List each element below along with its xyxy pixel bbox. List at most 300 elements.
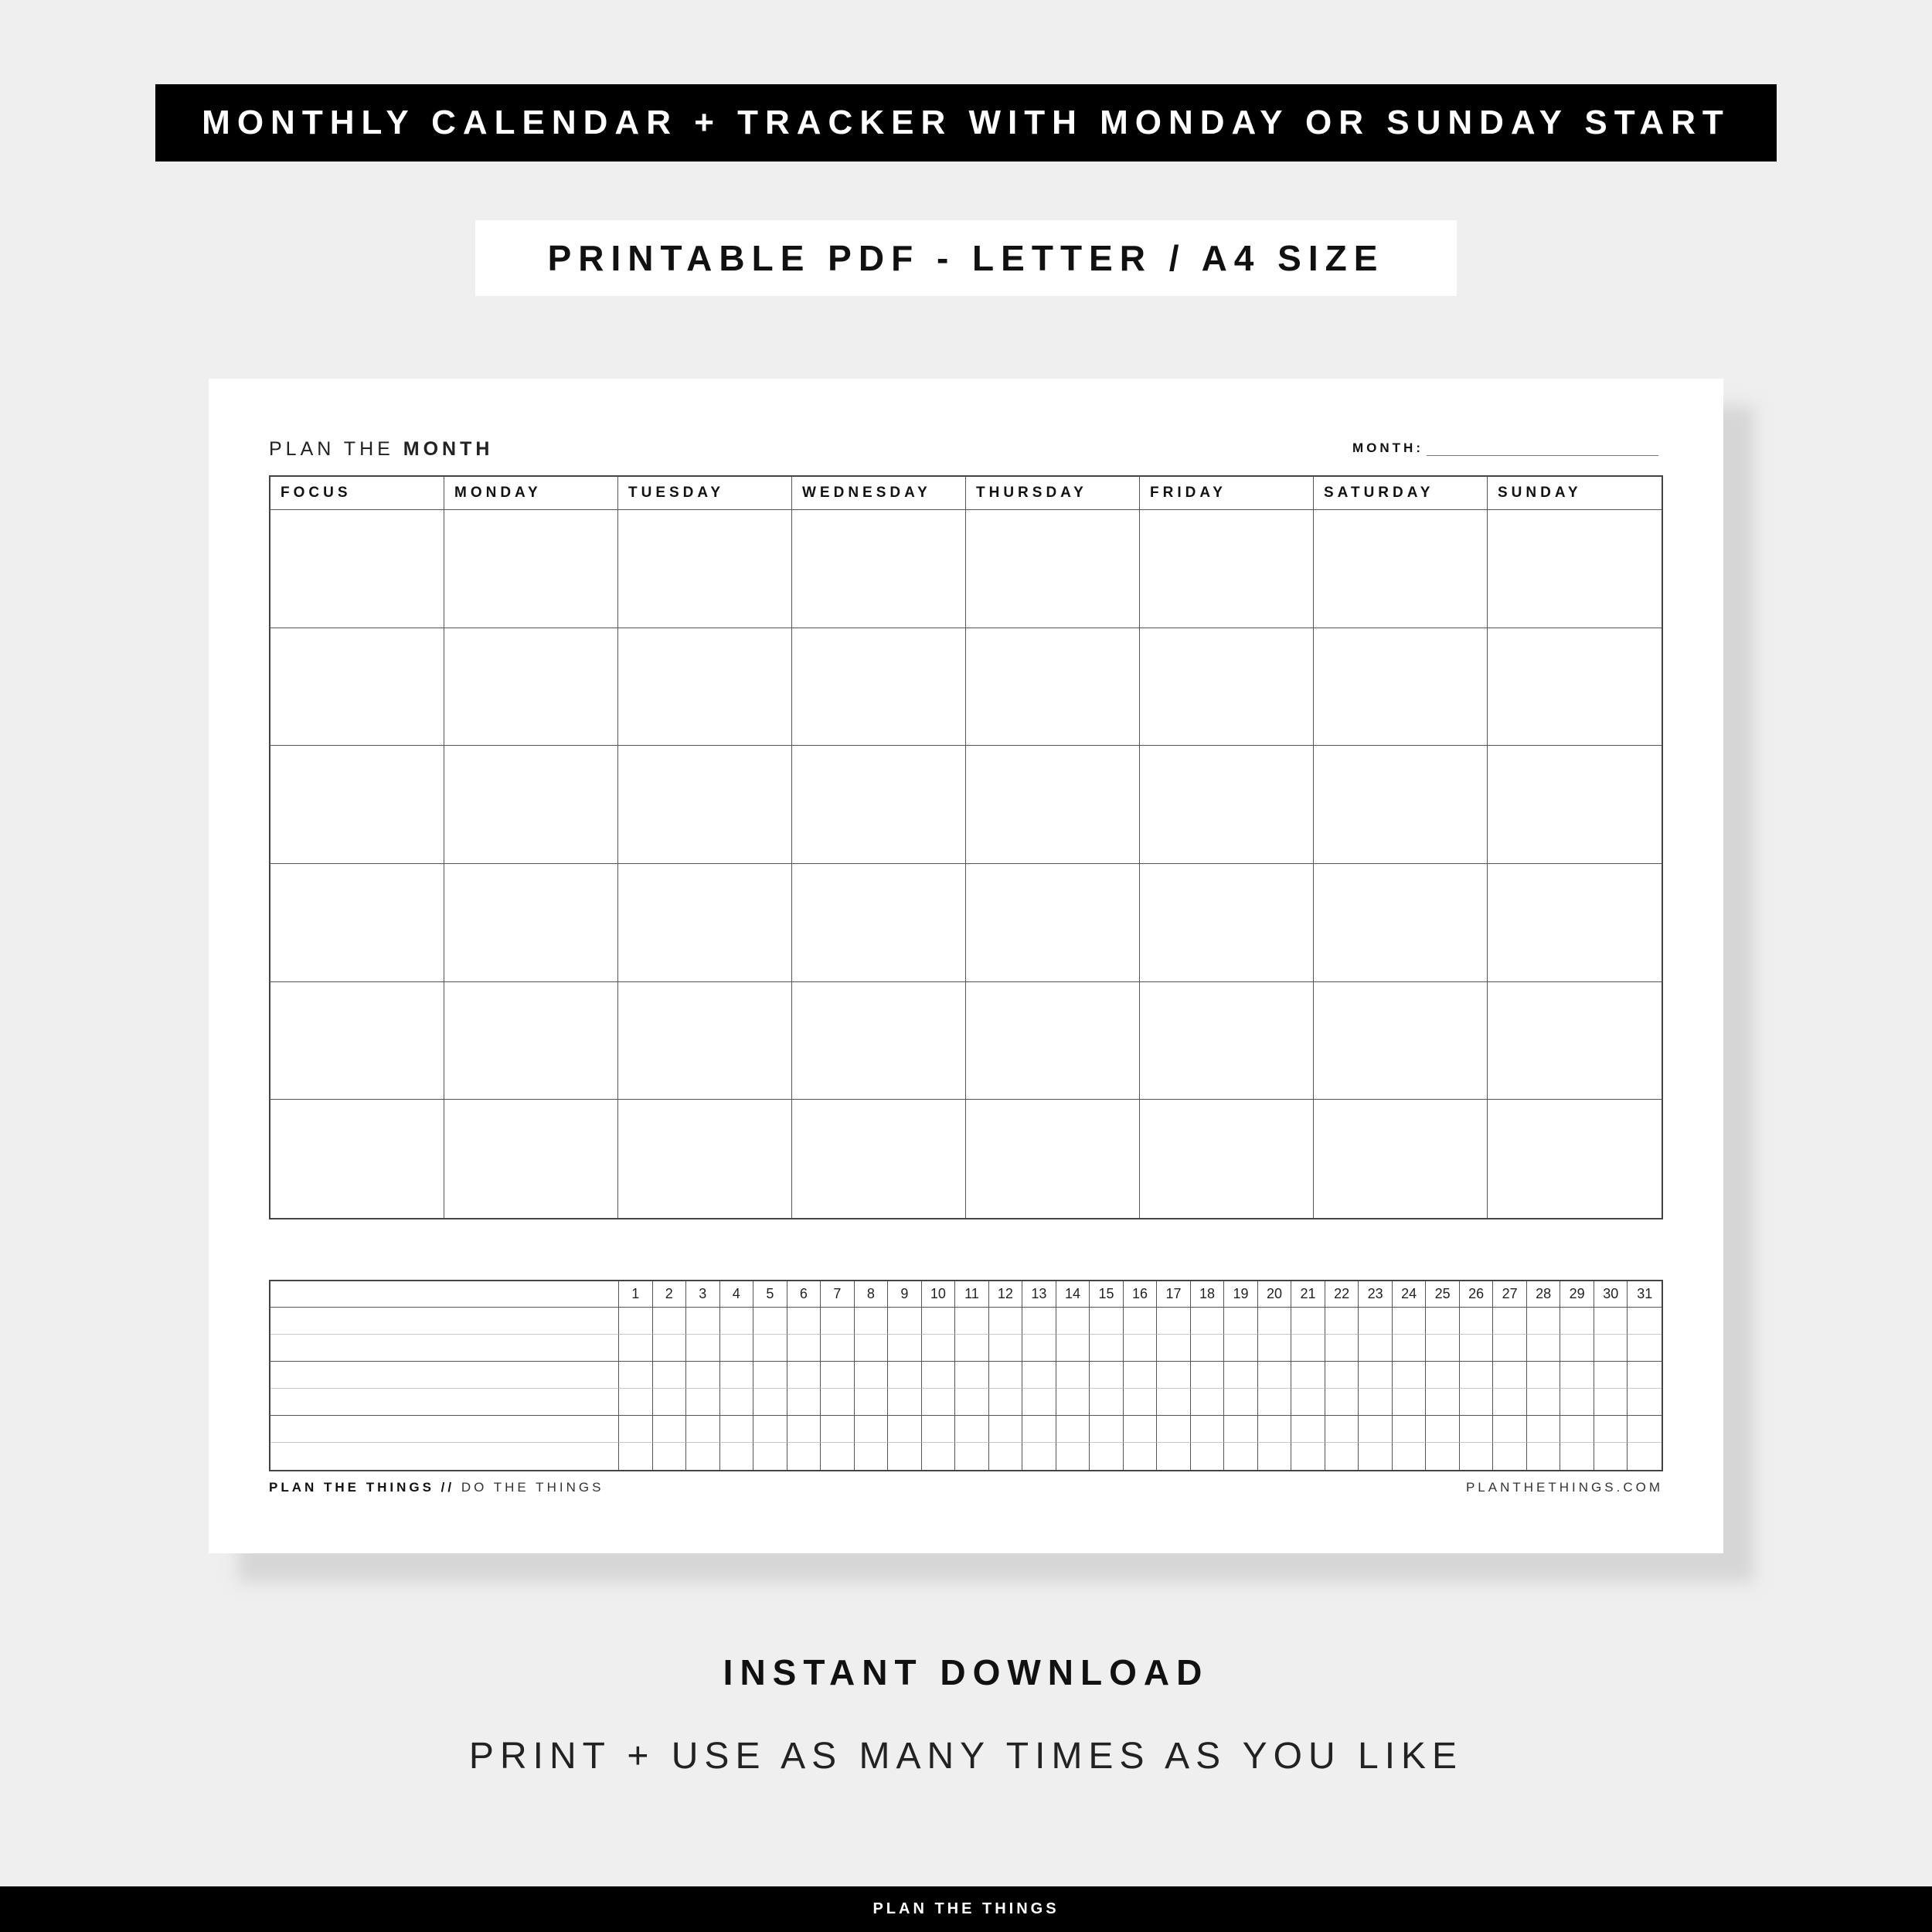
tracker-check-cell bbox=[1527, 1443, 1561, 1470]
tracker-check-cell bbox=[720, 1362, 754, 1389]
footer-left-light: DO THE THINGS bbox=[454, 1480, 604, 1495]
tracker-check-cell bbox=[855, 1416, 889, 1443]
tracker-check-cell bbox=[1291, 1389, 1325, 1416]
tracker-day-number: 2 bbox=[653, 1281, 687, 1308]
tracker-check-cell bbox=[1291, 1335, 1325, 1362]
tracker-check-cell bbox=[1191, 1416, 1225, 1443]
tracker-check-cell bbox=[1224, 1416, 1258, 1443]
day-cell bbox=[618, 982, 792, 1100]
tracker-check-cell bbox=[989, 1362, 1023, 1389]
tracker-day-number: 7 bbox=[821, 1281, 855, 1308]
day-cell bbox=[1314, 746, 1488, 864]
banner-title: MONTHLY CALENDAR + TRACKER WITH MONDAY OR SUNDAY START bbox=[202, 104, 1730, 141]
tracker-check-cell bbox=[619, 1443, 653, 1470]
column-header-saturday: SATURDAY bbox=[1314, 477, 1488, 510]
day-cell bbox=[1140, 510, 1314, 628]
tracker-check-cell bbox=[1258, 1389, 1292, 1416]
tracker-check-cell bbox=[888, 1308, 922, 1335]
tracker-check-cell bbox=[1460, 1416, 1494, 1443]
tracker-check-cell bbox=[1056, 1389, 1090, 1416]
banner-subtitle: PRINTABLE PDF - LETTER / A4 SIZE bbox=[547, 238, 1385, 278]
day-cell bbox=[966, 510, 1140, 628]
tracker-check-cell bbox=[1291, 1416, 1325, 1443]
tracker-check-cell bbox=[686, 1335, 720, 1362]
tracker-check-cell bbox=[1527, 1335, 1561, 1362]
tracker-check-cell bbox=[821, 1443, 855, 1470]
tracker-check-cell bbox=[1460, 1308, 1494, 1335]
day-cell bbox=[966, 746, 1140, 864]
tracker-check-cell bbox=[1325, 1416, 1359, 1443]
tracker-day-number: 12 bbox=[989, 1281, 1023, 1308]
tracker-check-cell bbox=[653, 1443, 687, 1470]
tracker-day-number: 18 bbox=[1191, 1281, 1225, 1308]
focus-cell bbox=[270, 628, 444, 747]
month-label: MONTH: bbox=[1352, 440, 1423, 455]
tracker-day-number: 4 bbox=[720, 1281, 754, 1308]
tracker-check-cell bbox=[1527, 1416, 1561, 1443]
tracker-check-cell bbox=[619, 1362, 653, 1389]
tracker-check-cell bbox=[1191, 1443, 1225, 1470]
tracker-check-cell bbox=[1527, 1389, 1561, 1416]
tracker-check-cell bbox=[1393, 1335, 1427, 1362]
tracker-day-number: 28 bbox=[1527, 1281, 1561, 1308]
tracker-check-cell bbox=[1527, 1362, 1561, 1389]
tracker-day-number: 27 bbox=[1493, 1281, 1527, 1308]
bottom-bar bbox=[0, 1886, 1932, 1932]
tracker-check-cell bbox=[1628, 1389, 1662, 1416]
focus-cell bbox=[270, 864, 444, 982]
tracker-check-cell bbox=[1224, 1308, 1258, 1335]
tracker-day-number: 13 bbox=[1022, 1281, 1056, 1308]
tracker-check-cell bbox=[1258, 1335, 1292, 1362]
tracker-check-cell bbox=[821, 1362, 855, 1389]
tracker-check-cell bbox=[1224, 1335, 1258, 1362]
tracker-check-cell bbox=[1157, 1308, 1191, 1335]
tracker-check-cell bbox=[1560, 1308, 1594, 1335]
tracker-check-cell bbox=[1157, 1443, 1191, 1470]
tracker-check-cell bbox=[1393, 1416, 1427, 1443]
day-cell bbox=[966, 628, 1140, 747]
day-cell bbox=[444, 864, 618, 982]
day-cell bbox=[444, 628, 618, 747]
tracker-check-cell bbox=[1460, 1389, 1494, 1416]
tracker-check-cell bbox=[1359, 1308, 1393, 1335]
day-cell bbox=[618, 746, 792, 864]
tracker-check-cell bbox=[1560, 1416, 1594, 1443]
tracker-check-cell bbox=[1460, 1443, 1494, 1470]
tracker-check-cell bbox=[955, 1308, 989, 1335]
tracker-check-cell bbox=[720, 1416, 754, 1443]
sheet-footer-right: PLANTHETHINGS.COM bbox=[1465, 1480, 1663, 1495]
tracker-check-cell bbox=[922, 1362, 956, 1389]
tracker-check-cell bbox=[787, 1416, 821, 1443]
day-cell bbox=[1314, 628, 1488, 747]
tracker-habit-cell bbox=[270, 1308, 619, 1335]
tracker-day-number: 3 bbox=[686, 1281, 720, 1308]
day-cell bbox=[1314, 864, 1488, 982]
print-use-tagline: PRINT + USE AS MANY TIMES AS YOU LIKE bbox=[468, 1736, 1464, 1777]
tracker-check-cell bbox=[686, 1443, 720, 1470]
tracker-check-cell bbox=[1325, 1389, 1359, 1416]
tracker-check-cell bbox=[821, 1308, 855, 1335]
tracker-check-cell bbox=[1493, 1416, 1527, 1443]
day-cell bbox=[966, 982, 1140, 1100]
tracker-check-cell bbox=[753, 1389, 787, 1416]
tracker-day-number: 31 bbox=[1628, 1281, 1662, 1308]
tracker-check-cell bbox=[1426, 1443, 1460, 1470]
day-cell bbox=[792, 628, 966, 747]
focus-cell bbox=[270, 982, 444, 1100]
tracker-day-number: 11 bbox=[955, 1281, 989, 1308]
tracker-check-cell bbox=[1393, 1443, 1427, 1470]
tracker-check-cell bbox=[1224, 1443, 1258, 1470]
day-cell bbox=[1488, 746, 1662, 864]
day-cell bbox=[1314, 1100, 1488, 1218]
footer-left-bold: PLAN THE THINGS // bbox=[269, 1480, 455, 1495]
tracker-check-cell bbox=[1090, 1389, 1124, 1416]
tracker-check-cell bbox=[1460, 1362, 1494, 1389]
tracker-day-number: 25 bbox=[1426, 1281, 1460, 1308]
tracker-check-cell bbox=[720, 1308, 754, 1335]
day-cell bbox=[792, 864, 966, 982]
tracker-check-cell bbox=[720, 1443, 754, 1470]
tracker-check-cell bbox=[1393, 1389, 1427, 1416]
tracker-check-cell bbox=[1594, 1335, 1628, 1362]
tracker-check-cell bbox=[955, 1335, 989, 1362]
day-cell bbox=[792, 746, 966, 864]
tracker-check-cell bbox=[1191, 1362, 1225, 1389]
tracker-check-cell bbox=[955, 1362, 989, 1389]
tracker-check-cell bbox=[1628, 1308, 1662, 1335]
tracker-check-cell bbox=[1460, 1335, 1494, 1362]
tracker-check-cell bbox=[720, 1335, 754, 1362]
tracker-check-cell bbox=[855, 1308, 889, 1335]
tracker-check-cell bbox=[653, 1416, 687, 1443]
tracker-habit-cell bbox=[270, 1389, 619, 1416]
day-cell bbox=[966, 864, 1140, 982]
tracker-check-cell bbox=[653, 1335, 687, 1362]
tracker-check-cell bbox=[1493, 1335, 1527, 1362]
tracker-check-cell bbox=[686, 1389, 720, 1416]
tracker-check-cell bbox=[1224, 1389, 1258, 1416]
tracker-check-cell bbox=[989, 1389, 1023, 1416]
day-cell bbox=[792, 510, 966, 628]
tracker-check-cell bbox=[1493, 1443, 1527, 1470]
tracker-check-cell bbox=[1191, 1389, 1225, 1416]
day-cell bbox=[1488, 1100, 1662, 1218]
tracker-check-cell bbox=[989, 1443, 1023, 1470]
instant-download-heading: INSTANT DOWNLOAD bbox=[723, 1652, 1209, 1692]
day-cell bbox=[444, 982, 618, 1100]
tracker-check-cell bbox=[1090, 1308, 1124, 1335]
day-cell bbox=[618, 510, 792, 628]
tracker-check-cell bbox=[1224, 1362, 1258, 1389]
tracker-habit-cell bbox=[270, 1443, 619, 1470]
tracker-check-cell bbox=[1191, 1335, 1225, 1362]
tracker-check-cell bbox=[1022, 1416, 1056, 1443]
tracker-check-cell bbox=[1022, 1443, 1056, 1470]
tracker-check-cell bbox=[1191, 1308, 1225, 1335]
tracker-check-cell bbox=[855, 1335, 889, 1362]
day-cell bbox=[1314, 510, 1488, 628]
tracker-check-cell bbox=[1560, 1443, 1594, 1470]
day-cell bbox=[444, 510, 618, 628]
tracker-check-cell bbox=[1258, 1416, 1292, 1443]
tracker-check-cell bbox=[1560, 1335, 1594, 1362]
tracker-check-cell bbox=[888, 1362, 922, 1389]
day-cell bbox=[444, 746, 618, 864]
tracker-check-cell bbox=[922, 1416, 956, 1443]
tracker-check-cell bbox=[787, 1389, 821, 1416]
day-cell bbox=[444, 1100, 618, 1218]
tracker-check-cell bbox=[653, 1308, 687, 1335]
tracker-check-cell bbox=[1560, 1389, 1594, 1416]
tracker-check-cell bbox=[1124, 1389, 1158, 1416]
tracker-check-cell bbox=[1124, 1308, 1158, 1335]
tracker-check-cell bbox=[821, 1416, 855, 1443]
tracker-habit-cell bbox=[270, 1362, 619, 1389]
tracker-day-number: 10 bbox=[922, 1281, 956, 1308]
habit-tracker bbox=[269, 1280, 1663, 1471]
day-cell bbox=[1140, 864, 1314, 982]
tracker-check-cell bbox=[1594, 1389, 1628, 1416]
focus-cell bbox=[270, 746, 444, 864]
tracker-check-cell bbox=[1090, 1416, 1124, 1443]
tracker-check-cell bbox=[888, 1389, 922, 1416]
day-cell bbox=[1488, 982, 1662, 1100]
tracker-check-cell bbox=[1124, 1362, 1158, 1389]
tracker-check-cell bbox=[1594, 1308, 1628, 1335]
day-cell bbox=[966, 1100, 1140, 1218]
tracker-day-number: 6 bbox=[787, 1281, 821, 1308]
tracker-check-cell bbox=[1359, 1362, 1393, 1389]
tracker-check-cell bbox=[1493, 1362, 1527, 1389]
tracker-check-cell bbox=[1258, 1443, 1292, 1470]
day-cell bbox=[1488, 864, 1662, 982]
day-cell bbox=[1140, 1100, 1314, 1218]
tracker-day-number: 24 bbox=[1393, 1281, 1427, 1308]
tracker-check-cell bbox=[1325, 1443, 1359, 1470]
tracker-check-cell bbox=[787, 1335, 821, 1362]
month-write-line bbox=[1427, 443, 1658, 456]
tracker-check-cell bbox=[1393, 1362, 1427, 1389]
column-header-monday: MONDAY bbox=[444, 477, 618, 510]
tracker-check-cell bbox=[955, 1443, 989, 1470]
tracker-check-cell bbox=[922, 1308, 956, 1335]
tracker-day-number: 23 bbox=[1359, 1281, 1393, 1308]
tracker-check-cell bbox=[619, 1416, 653, 1443]
day-cell bbox=[1488, 510, 1662, 628]
tracker-check-cell bbox=[1594, 1443, 1628, 1470]
tracker-habit-cell bbox=[270, 1335, 619, 1362]
tracker-day-number: 22 bbox=[1325, 1281, 1359, 1308]
tracker-check-cell bbox=[1560, 1362, 1594, 1389]
tracker-check-cell bbox=[1056, 1308, 1090, 1335]
bottom-bar-brand: PLAN THE THINGS bbox=[872, 1900, 1060, 1917]
tracker-check-cell bbox=[1056, 1443, 1090, 1470]
plan-title bbox=[269, 438, 493, 461]
tracker-check-cell bbox=[855, 1362, 889, 1389]
tracker-check-cell bbox=[753, 1308, 787, 1335]
tracker-check-cell bbox=[1628, 1443, 1662, 1470]
day-cell bbox=[1140, 746, 1314, 864]
tracker-check-cell bbox=[1325, 1362, 1359, 1389]
top-banner bbox=[155, 84, 1777, 162]
tracker-check-cell bbox=[619, 1389, 653, 1416]
tracker-check-cell bbox=[720, 1389, 754, 1416]
column-header-sunday: SUNDAY bbox=[1488, 477, 1662, 510]
day-cell bbox=[792, 982, 966, 1100]
tracker-check-cell bbox=[1325, 1335, 1359, 1362]
tracker-day-number: 9 bbox=[888, 1281, 922, 1308]
tracker-check-cell bbox=[686, 1416, 720, 1443]
tracker-check-cell bbox=[753, 1443, 787, 1470]
tracker-check-cell bbox=[821, 1335, 855, 1362]
tracker-header-label bbox=[270, 1281, 619, 1308]
tracker-check-cell bbox=[653, 1389, 687, 1416]
tracker-check-cell bbox=[1056, 1335, 1090, 1362]
tracker-check-cell bbox=[1124, 1335, 1158, 1362]
tracker-check-cell bbox=[1426, 1416, 1460, 1443]
tracker-check-cell bbox=[1594, 1362, 1628, 1389]
tracker-check-cell bbox=[922, 1389, 956, 1416]
tracker-check-cell bbox=[753, 1335, 787, 1362]
day-cell bbox=[1140, 982, 1314, 1100]
month-field bbox=[1352, 440, 1658, 456]
planner-sheet bbox=[209, 379, 1723, 1553]
day-cell bbox=[618, 864, 792, 982]
tracker-check-cell bbox=[922, 1335, 956, 1362]
tracker-check-cell bbox=[1258, 1308, 1292, 1335]
focus-cell bbox=[270, 1100, 444, 1218]
tracker-check-cell bbox=[1628, 1416, 1662, 1443]
tracker-check-cell bbox=[1090, 1335, 1124, 1362]
tracker-check-cell bbox=[1426, 1362, 1460, 1389]
tracker-day-number: 14 bbox=[1056, 1281, 1090, 1308]
tracker-day-number: 20 bbox=[1258, 1281, 1292, 1308]
tracker-day-number: 29 bbox=[1560, 1281, 1594, 1308]
tracker-check-cell bbox=[1056, 1416, 1090, 1443]
tracker-check-cell bbox=[1393, 1308, 1427, 1335]
tracker-check-cell bbox=[855, 1443, 889, 1470]
tracker-habit-cell bbox=[270, 1416, 619, 1443]
tracker-day-number: 19 bbox=[1224, 1281, 1258, 1308]
focus-cell bbox=[270, 510, 444, 628]
day-cell bbox=[618, 628, 792, 747]
tracker-check-cell bbox=[1157, 1335, 1191, 1362]
tracker-check-cell bbox=[1090, 1443, 1124, 1470]
tracker-check-cell bbox=[1628, 1362, 1662, 1389]
day-cell bbox=[792, 1100, 966, 1218]
tracker-check-cell bbox=[1258, 1362, 1292, 1389]
tracker-check-cell bbox=[1291, 1362, 1325, 1389]
tracker-check-cell bbox=[619, 1308, 653, 1335]
tracker-check-cell bbox=[1090, 1362, 1124, 1389]
tracker-check-cell bbox=[1628, 1335, 1662, 1362]
day-cell bbox=[1488, 628, 1662, 747]
tracker-check-cell bbox=[1359, 1389, 1393, 1416]
tracker-check-cell bbox=[888, 1416, 922, 1443]
tracker-check-cell bbox=[1359, 1443, 1393, 1470]
tracker-day-number: 15 bbox=[1090, 1281, 1124, 1308]
calendar-grid bbox=[269, 475, 1663, 1219]
tracker-day-number: 26 bbox=[1460, 1281, 1494, 1308]
tracker-check-cell bbox=[1527, 1308, 1561, 1335]
tracker-check-cell bbox=[1493, 1308, 1527, 1335]
tracker-check-cell bbox=[1022, 1362, 1056, 1389]
tracker-check-cell bbox=[1124, 1443, 1158, 1470]
tracker-check-cell bbox=[787, 1443, 821, 1470]
tracker-day-number: 30 bbox=[1594, 1281, 1628, 1308]
tracker-check-cell bbox=[1022, 1389, 1056, 1416]
tracker-check-cell bbox=[686, 1362, 720, 1389]
column-header-wednesday: WEDNESDAY bbox=[792, 477, 966, 510]
tracker-check-cell bbox=[619, 1335, 653, 1362]
tracker-check-cell bbox=[855, 1389, 889, 1416]
tracker-check-cell bbox=[1359, 1416, 1393, 1443]
column-header-thursday: THURSDAY bbox=[966, 477, 1140, 510]
tracker-check-cell bbox=[1594, 1416, 1628, 1443]
day-cell bbox=[618, 1100, 792, 1218]
tracker-check-cell bbox=[1022, 1335, 1056, 1362]
tracker-day-number: 1 bbox=[619, 1281, 653, 1308]
tracker-check-cell bbox=[1493, 1389, 1527, 1416]
tracker-day-number: 21 bbox=[1291, 1281, 1325, 1308]
tracker-check-cell bbox=[653, 1362, 687, 1389]
tracker-day-number: 17 bbox=[1157, 1281, 1191, 1308]
tracker-day-number: 5 bbox=[753, 1281, 787, 1308]
sheet-footer-left bbox=[269, 1480, 604, 1495]
tracker-check-cell bbox=[1426, 1308, 1460, 1335]
day-cell bbox=[1314, 982, 1488, 1100]
tracker-check-cell bbox=[1157, 1416, 1191, 1443]
tracker-check-cell bbox=[753, 1362, 787, 1389]
tracker-check-cell bbox=[989, 1416, 1023, 1443]
tracker-check-cell bbox=[787, 1362, 821, 1389]
tracker-check-cell bbox=[787, 1308, 821, 1335]
day-cell bbox=[1140, 628, 1314, 747]
tracker-check-cell bbox=[1157, 1362, 1191, 1389]
plan-title-bold: MONTH bbox=[403, 438, 494, 460]
tracker-check-cell bbox=[888, 1443, 922, 1470]
tracker-check-cell bbox=[1426, 1389, 1460, 1416]
tracker-check-cell bbox=[989, 1335, 1023, 1362]
tracker-check-cell bbox=[1325, 1308, 1359, 1335]
tracker-check-cell bbox=[1291, 1308, 1325, 1335]
tracker-check-cell bbox=[1022, 1308, 1056, 1335]
tracker-check-cell bbox=[753, 1416, 787, 1443]
tracker-check-cell bbox=[888, 1335, 922, 1362]
tracker-check-cell bbox=[955, 1389, 989, 1416]
sub-banner bbox=[475, 220, 1457, 296]
column-header-focus: FOCUS bbox=[270, 477, 444, 510]
tracker-day-number: 16 bbox=[1124, 1281, 1158, 1308]
tracker-check-cell bbox=[1056, 1362, 1090, 1389]
tracker-day-number: 8 bbox=[855, 1281, 889, 1308]
tracker-check-cell bbox=[922, 1443, 956, 1470]
tracker-check-cell bbox=[1291, 1443, 1325, 1470]
tracker-check-cell bbox=[955, 1416, 989, 1443]
tracker-check-cell bbox=[989, 1308, 1023, 1335]
column-header-friday: FRIDAY bbox=[1140, 477, 1314, 510]
tracker-check-cell bbox=[1359, 1335, 1393, 1362]
tracker-check-cell bbox=[686, 1308, 720, 1335]
tracker-check-cell bbox=[821, 1389, 855, 1416]
tracker-check-cell bbox=[1124, 1416, 1158, 1443]
plan-title-prefix: PLAN THE bbox=[269, 438, 403, 460]
tracker-check-cell bbox=[1157, 1389, 1191, 1416]
tracker-check-cell bbox=[1426, 1335, 1460, 1362]
